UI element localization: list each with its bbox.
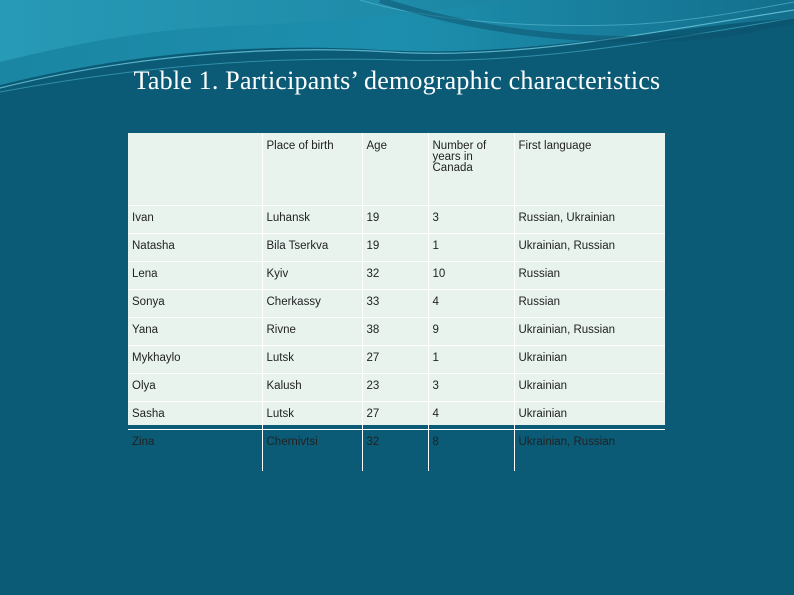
cell-name: Lena [128,262,262,290]
cell-place-of-birth: Chernivtsi [262,430,362,472]
cell-age: 32 [362,262,428,290]
cell-age: 27 [362,346,428,374]
cell-place-of-birth: Lutsk [262,346,362,374]
table-row [128,290,665,318]
table-row [128,430,665,472]
table-row [128,234,665,262]
cell-first-language: Ukrainian [514,374,665,402]
cell-place-of-birth: Luhansk [262,206,362,234]
table-header-row [128,133,665,206]
cell-name: Olya [128,374,262,402]
cell-years-in-canada: 1 [428,234,514,262]
header-cell-name [128,133,262,206]
cell-first-language: Russian [514,290,665,318]
cell-age: 19 [362,234,428,262]
cell-age: 38 [362,318,428,346]
cell-age: 33 [362,290,428,318]
cell-years-in-canada: 3 [428,374,514,402]
cell-first-language: Ukrainian [514,402,665,430]
cell-age: 27 [362,402,428,430]
cell-first-language: Ukrainian, Russian [518,436,616,448]
cell-place-of-birth: Bila Tserkva [262,234,362,262]
cell-first-language: Russian [514,262,665,290]
cell-first-language: Ukrainian [514,346,665,374]
cell-years-in-canada: 10 [428,262,514,290]
cell-place-of-birth: Cherkassy [262,290,362,318]
table-row [128,346,665,374]
table-row [128,402,665,430]
cell-place-of-birth: Kyiv [262,262,362,290]
demographics-table [128,133,665,471]
cell-age: 23 [362,374,428,402]
slide-title: Table 1. Participants’ demographic characteristics [133,66,661,95]
cell-years-in-canada: 1 [428,346,514,374]
cell-first-language: Ukrainian, Russian [514,234,665,262]
cell-place-of-birth: Lutsk [262,402,362,430]
cell-name: Zina [128,430,262,472]
cell-first-language: Russian, Ukrainian [514,206,665,234]
cell-years-in-canada: 4 [428,402,514,430]
cell-name: Natasha [128,234,262,262]
cell-place-of-birth: Kalush [262,374,362,402]
cell-name: Yana [128,318,262,346]
cell-name: Ivan [128,206,262,234]
header-cell-first-language: First language [514,133,665,206]
header-cell-age: Age [362,133,428,206]
cell-age: 32 [362,430,428,472]
table-row [128,318,665,346]
cell-years-in-canada: 9 [428,318,514,346]
header-cell-place-of-birth: Place of birth [262,133,362,206]
cell-name: Sasha [128,402,262,430]
cell-years-in-canada: 8 [428,430,514,472]
table-row [128,374,665,402]
demographics-table-container [128,133,665,448]
table-row [128,262,665,290]
cell-years-in-canada: 3 [428,206,514,234]
cell-first-language: Ukrainian, Russian [514,318,665,346]
cell-name: Mykhaylo [128,346,262,374]
header-cell-years-in-canada: Number of years in Canada [428,133,514,206]
cell-name: Sonya [128,290,262,318]
cell-age: 19 [362,206,428,234]
cell-place-of-birth: Rivne [262,318,362,346]
table-row [128,206,665,234]
cell-years-in-canada: 4 [428,290,514,318]
